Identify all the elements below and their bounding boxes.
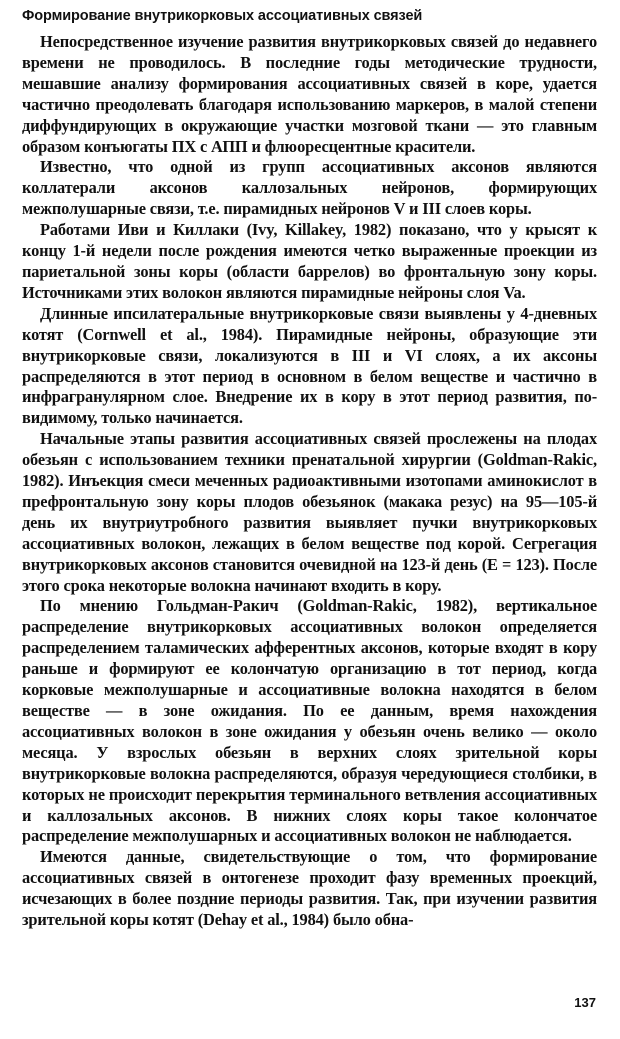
page-number: 137 <box>574 995 596 1010</box>
paragraph-1: Непосредственное изучение развития внутрикорковых связей до недавнего времени не проводилось. В последние годы методические трудности, мешавшие анализу формирования ассоциативных связей в коре, удается частично преодолевать благодаря использованию маркеров, в малой степени диффундирующих в окружающие участки мозговой ткани — это главным образом конъюгаты ПХ с АПП и флюоресцентные красители. <box>22 32 597 156</box>
paragraph-3: Работами Иви и Киллаки (Ivy, Killakey, 1982) показано, что у крысят к концу 1-й недели после рождения имеются четко выраженные проекции из париетальной зоны коры (области баррелов) во фронтальную зону коры. Источниками этих волокон являются пирамидные нейроны слоя Va. <box>22 220 597 302</box>
paragraph-7: Имеются данные, свидетельствующие о том, что формирование ассоциативных связей в онтогенезе проходит фазу временных проекций, исчезающих в более поздние периоды развития. Так, при изучении развития зрительной коры котят (Dehay et al., 1984) было обна- <box>22 847 597 930</box>
paragraph-5: Начальные этапы развития ассоциативных связей прослежены на плодах обезьян с использованием техники пренатальной хирургии (Goldman-Rakic, 1982). Инъекция смеси меченных радиоактивными изотопами аминокислот в префронтальную зону коры плодов обезьянок (макака резус) на 95—105-й день их внутриутробного развития выявляет пучки внутрикорковых ассоциативных волокон, лежащих в белом веществе под корой. Сегрегация внутрикорковых аксонов становится очевидной на 123-й день (E = 123). После этого срока некоторые волокна начинают входить в кору. <box>22 429 597 595</box>
section-heading: Формирование внутрикорковых ассоциативных связей <box>22 8 423 24</box>
paragraph-2: Известно, что одной из групп ассоциативных аксонов являются коллатерали аксонов каллозальных нейронов, формирующих межполушарные связи, т.е. пирамидных нейронов V и III слоев коры. <box>22 157 597 219</box>
paragraph-4: Длинные ипсилатеральные внутрикорковые связи выявлены у 4-дневных котят (Cornwell et al., 1984). Пирамидные нейроны, образующие эти внутрикорковые связи, локализуются в III и VI слоях, а их аксоны распределяются в этот период в основном в белом веществе и частично в инфрагранулярном слое. Внедрение их в кору в этот период развития, по-видимому, только начинается. <box>22 303 597 428</box>
document-page <box>22 6 597 931</box>
paragraph-6: По мнению Гольдман-Ракич (Goldman-Rakic, 1982), вертикальное распределение внутрикорковых ассоциативных волокон определяется распределением таламических афферентных аксонов, которые входят в кору раньше и формируют ее колончатую организацию в тот период, когда корковые межполушарные и ассоциативные волокна находятся в белом веществе — в зоне ожидания. По ее данным, время нахождения ассоциативных волокон в зоне ожидания у обезьян очень велико — около месяца. У взрослых обезьян в верхних слоях зрительной коры внутрикорковые волокна распределяются, образуя чередующиеся столбики, в которых не происходит перекрытия терминального ветвления ассоциативных и каллозальных аксонов. В нижних слоях коры такое колончатое распределение межполушарных и ассоциативных волокон не наблюдается. <box>22 596 597 846</box>
